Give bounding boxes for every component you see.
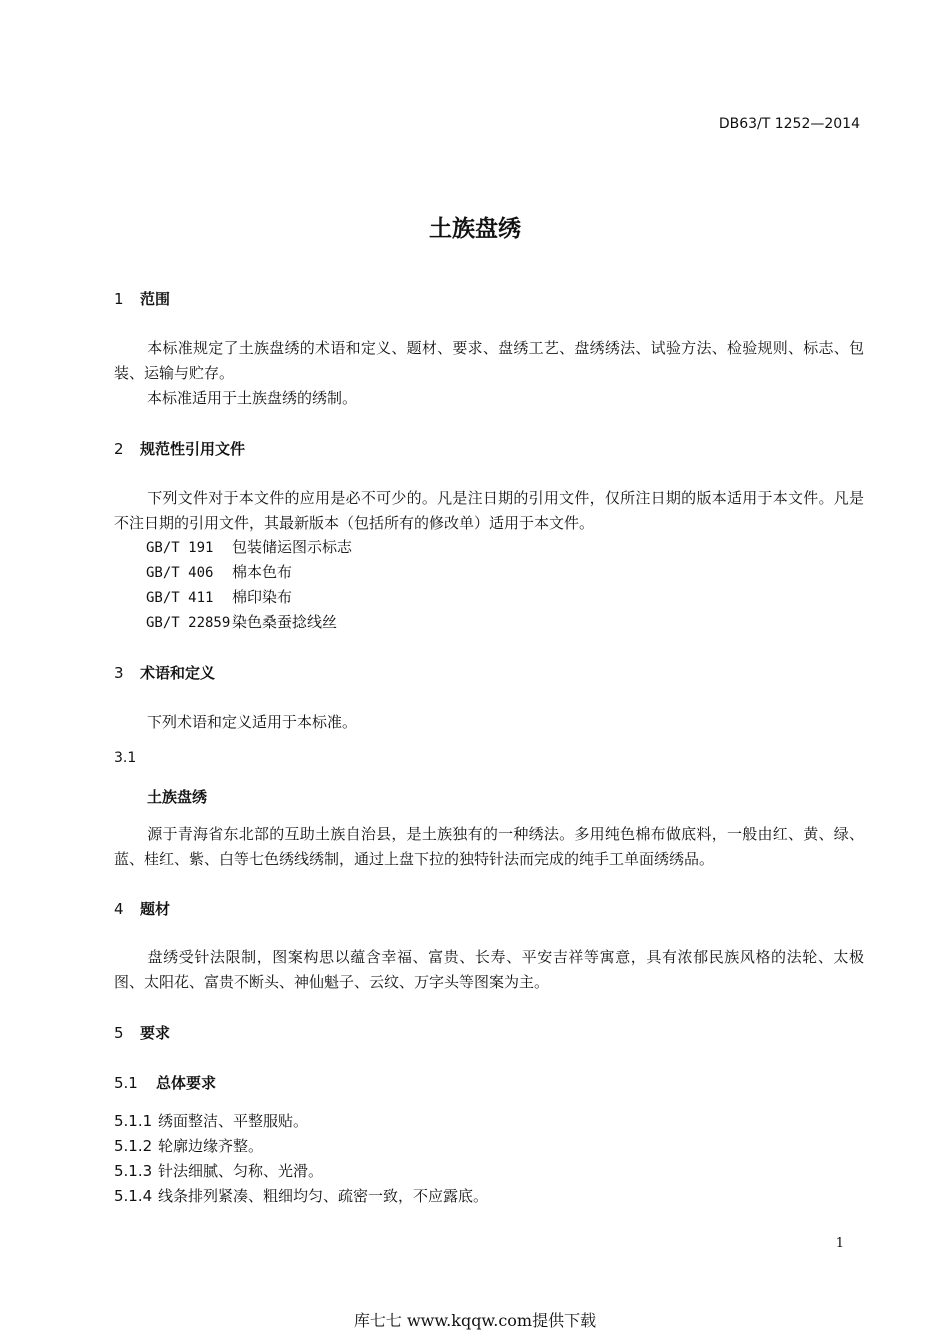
reference-item: [146, 586, 292, 607]
page-number: 1: [835, 1236, 844, 1251]
reference-code: GB/T 411: [146, 590, 214, 606]
reference-title: 包装储运图示标志: [232, 538, 353, 556]
section-heading-2: [114, 438, 245, 459]
reference-title: 棉印染布: [232, 588, 293, 606]
section-title: 规范性引用文件: [140, 440, 246, 458]
reference-code: GB/T 191: [146, 540, 214, 556]
item-text: 线条排列紧凑、粗细均匀、疏密一致，不应露底。: [158, 1187, 489, 1205]
section-title: 题材: [140, 900, 171, 918]
section-number: 2: [114, 440, 124, 458]
term-name: 土族盘绣: [147, 788, 208, 806]
item-text: 针法细腻、匀称、光滑。: [158, 1162, 324, 1180]
section-heading-4: [114, 898, 170, 919]
paragraph: 下列文件对于本文件的应用是必不可少的。凡是注日期的引用文件，仅所注日期的版本适用于本文件。凡是不注日期的引用文件，其最新版本（包括所有的修改单）适用于本文件。: [114, 489, 864, 532]
item-number: 5.1.4: [114, 1187, 153, 1205]
footer-download-note: 库七七 www.kqqw.com提供下载: [353, 1311, 597, 1330]
document-title: 土族盘绣: [429, 216, 521, 242]
section-number: 5: [114, 1024, 124, 1042]
requirement-item: [114, 1110, 308, 1131]
reference-title: 染色桑蚕捻线丝: [232, 613, 338, 631]
item-number: 5.1.3: [114, 1162, 153, 1180]
item-number: 5.1.2: [114, 1137, 153, 1155]
section-number: 4: [114, 900, 124, 918]
section-heading-3: [114, 662, 215, 683]
section-number: 1: [114, 290, 124, 308]
reference-item: [146, 536, 352, 557]
reference-code: GB/T 22859: [146, 615, 231, 631]
paragraph: 盘绣受针法限制，图案构思以蕴含幸福、富贵、长寿、平安吉祥等寓意，具有浓郁民族风格的法轮、太极图、太阳花、富贵不断头、神仙魁子、云纹、万字头等图案为主。: [114, 948, 864, 991]
section-title: 术语和定义: [140, 664, 216, 682]
document-code: DB63/T 1252—2014: [718, 116, 860, 132]
section-heading-5: [114, 1022, 170, 1043]
requirement-item: [114, 1135, 263, 1156]
term-number: 3.1: [114, 750, 137, 766]
reference-item: [146, 561, 292, 582]
item-number: 5.1.1: [114, 1112, 153, 1130]
paragraph: 本标准适用于土族盘绣的绣制。: [147, 389, 358, 407]
requirement-item: [114, 1185, 488, 1206]
term-definition: 源于青海省东北部的互助土族自治县，是土族独有的一种绣法。多用纯色棉布做底料，一般由红、黄、绿、蓝、桂红、紫、白等七色绣线绣制，通过上盘下拉的独特针法而完成的纯手工单面绣绣品。: [114, 825, 864, 868]
section-title: 范围: [140, 290, 171, 308]
paragraph: 本标准规定了土族盘绣的术语和定义、题材、要求、盘绣工艺、盘绣绣法、试验方法、检验规则、标志、包装、运输与贮存。: [114, 339, 864, 382]
paragraph: 下列术语和定义适用于本标准。: [147, 713, 358, 731]
reference-code: GB/T 406: [146, 565, 214, 581]
item-text: 绣面整洁、平整服贴。: [158, 1112, 309, 1130]
section-title: 要求: [140, 1024, 171, 1042]
item-text: 轮廓边缘齐整。: [158, 1137, 264, 1155]
subsection-heading: [114, 1072, 216, 1093]
reference-title: 棉本色布: [232, 563, 293, 581]
section-number: 3: [114, 664, 124, 682]
subsection-number: 5.1: [114, 1074, 138, 1092]
requirement-item: [114, 1160, 323, 1181]
subsection-title: 总体要求: [156, 1074, 217, 1092]
section-heading-1: [114, 288, 170, 309]
reference-item: [146, 611, 337, 632]
